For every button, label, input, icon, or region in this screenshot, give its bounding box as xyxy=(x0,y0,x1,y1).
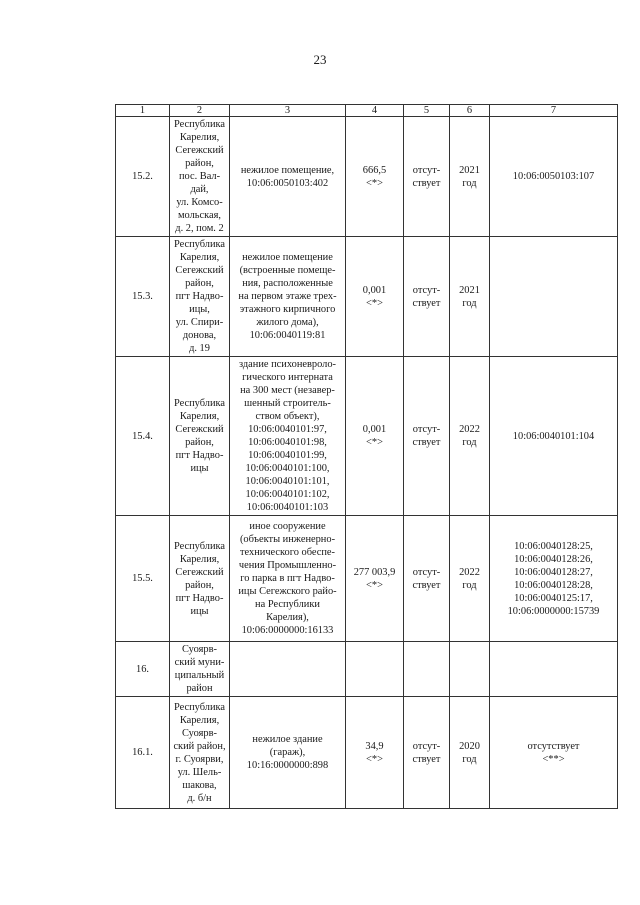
cadastral-cell xyxy=(490,642,618,697)
cadastral-cell: 10:06:0050103:107 xyxy=(490,117,618,237)
cadastral-cell xyxy=(490,237,618,357)
table-row xyxy=(116,697,618,809)
year-cell: 2021 год xyxy=(450,117,490,237)
encumbrance-cell: отсут- ствует xyxy=(404,357,450,516)
column-header: 3 xyxy=(230,105,346,117)
cadastral-cell: 10:06:0040128:25, 10:06:0040128:26, 10:06:0040128:27, 10:06:0040128:28, 10:06:0040125:17, 10:06:0000000:15739 xyxy=(490,516,618,642)
table-row xyxy=(116,516,618,642)
area-cell: 34,9 <*> xyxy=(346,697,404,809)
area-cell: 277 003,9 <*> xyxy=(346,516,404,642)
row-number: 15.5. xyxy=(116,516,170,642)
column-header: 7 xyxy=(490,105,618,117)
description-cell: нежилое помещение, 10:06:0050103:402 xyxy=(230,117,346,237)
area-cell: 666,5 <*> xyxy=(346,117,404,237)
row-number: 15.3. xyxy=(116,237,170,357)
row-number: 16.1. xyxy=(116,697,170,809)
column-header: 5 xyxy=(404,105,450,117)
row-number: 15.2. xyxy=(116,117,170,237)
year-cell: 2022 год xyxy=(450,357,490,516)
row-number: 15.4. xyxy=(116,357,170,516)
address-cell: Суоярв- ский муни- ципальный район xyxy=(170,642,230,697)
area-cell xyxy=(346,642,404,697)
table-row xyxy=(116,642,618,697)
column-header: 2 xyxy=(170,105,230,117)
page-number: 23 xyxy=(313,52,327,67)
column-header: 6 xyxy=(450,105,490,117)
encumbrance-cell: отсут- ствует xyxy=(404,697,450,809)
description-cell: иное сооружение (объекты инженерно- технического обеспе- чения Промышленно- го парка в пгт Надво- ицы Сегежского райо- на Республики Карелия), 10:06:0000000:16133 xyxy=(230,516,346,642)
cadastral-cell: 10:06:0040101:104 xyxy=(490,357,618,516)
area-cell: 0,001 <*> xyxy=(346,237,404,357)
table-row xyxy=(116,237,618,357)
description-cell xyxy=(230,642,346,697)
address-cell: Республика Карелия, Сегежский район, пгт Надво- ицы, ул. Спири- донова, д. 19 xyxy=(170,237,230,357)
column-header: 1 xyxy=(116,105,170,117)
description-cell: здание психоневроло- гического интерната на 300 мест (незавер- шенный строитель- ством объект), 10:06:0040101:97, 10:06:0040101:98, 10:06:0040101:99, 10:06:0040101:100, 10:06:0040101:101, 10:06:0040101:102, 10:06:0040101:103 xyxy=(230,357,346,516)
description-cell: нежилое помещение (встроенные помеще- ния, расположенные на первом этаже трех- этажного кирпичного жилого дома), 10:06:0040119:81 xyxy=(230,237,346,357)
year-cell: 2021 год xyxy=(450,237,490,357)
area-cell: 0,001 <*> xyxy=(346,357,404,516)
year-cell: 2020 год xyxy=(450,697,490,809)
row-number: 16. xyxy=(116,642,170,697)
property-registry-table xyxy=(115,104,618,809)
year-cell xyxy=(450,642,490,697)
address-cell: Республика Карелия, Суоярв- ский район, г. Суоярви, ул. Шель- шакова, д. б/н xyxy=(170,697,230,809)
header-row xyxy=(116,105,618,117)
address-cell: Республика Карелия, Сегежский район, пос. Вал- дай, ул. Комсо- мольская, д. 2, пом. 2 xyxy=(170,117,230,237)
description-cell: нежилое здание (гараж), 10:16:0000000:898 xyxy=(230,697,346,809)
encumbrance-cell: отсут- ствует xyxy=(404,516,450,642)
address-cell: Республика Карелия, Сегежский район, пгт Надво- ицы xyxy=(170,357,230,516)
encumbrance-cell xyxy=(404,642,450,697)
year-cell: 2022 год xyxy=(450,516,490,642)
encumbrance-cell: отсут- ствует xyxy=(404,237,450,357)
address-cell: Республика Карелия, Сегежский район, пгт Надво- ицы xyxy=(170,516,230,642)
column-header: 4 xyxy=(346,105,404,117)
encumbrance-cell: отсут- ствует xyxy=(404,117,450,237)
table-row xyxy=(116,357,618,516)
cadastral-cell: отсутствует <**> xyxy=(490,697,618,809)
table-row xyxy=(116,117,618,237)
